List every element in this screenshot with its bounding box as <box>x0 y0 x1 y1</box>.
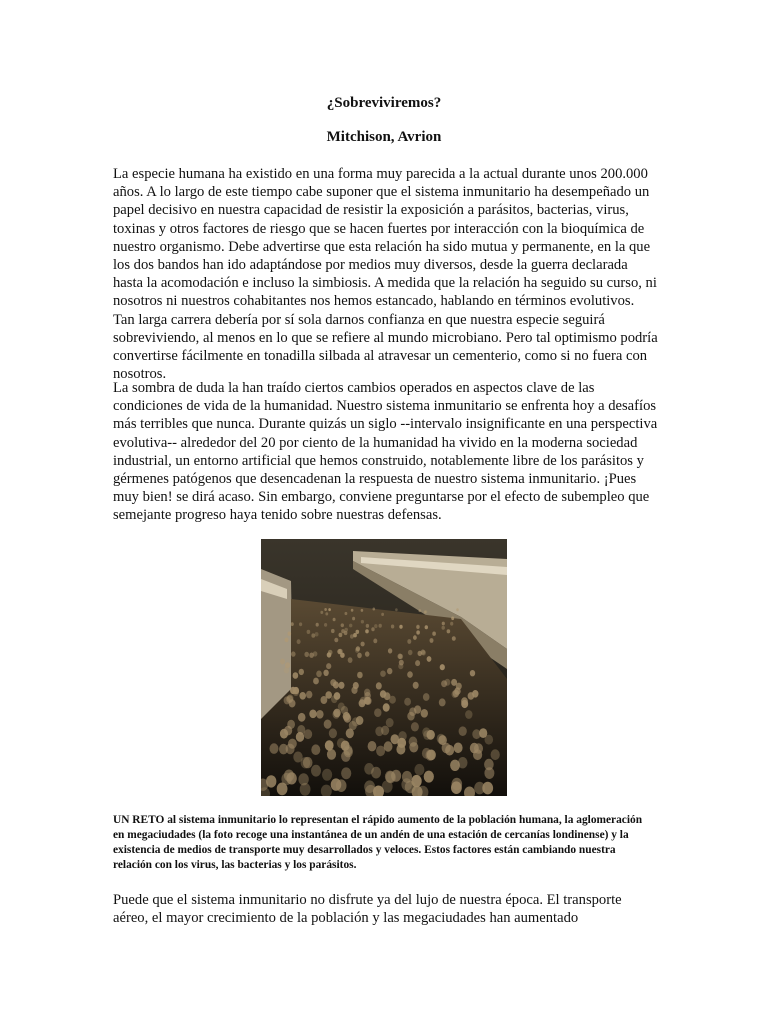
crowd-head <box>468 692 475 700</box>
paragraph-1: La especie humana ha existido en una forma muy parecida a la actual durante unos 200.000 años. A lo largo de este tiempo cabe suponer que el sistema inmunitario ha desempeñado un papel decisivo en nuestra capacidad de resistir la exposición a parásitos, bacterias, virus, toxinas y otros factores de riesgo que se hacen fuertes por interacción con la bioquímica de nuestro organismo. Debe advertirse que esta relación ha sido mutua y permanente, en la que los dos bandos han ido adaptándose por medios muy diversos, desde la guerra declarada hasta la acomodación e incluso la simbiosis. A medida que la relación ha seguido su curso, ni nosotros ni nuestros cohabitantes nos hemos estancado, hablando en términos evolutivos. Tan larga carrera debería por sí sola darnos confianza en que nuestra especie seguirá sobreviviendo, al menos en lo que se refiere al mundo microbiano. Pero tal optimismo podría convertirse fácilmente en tonadilla silbada al atravesar un cementerio, como si no fuera con nosotros. <box>113 166 658 383</box>
crowd-head <box>442 626 445 630</box>
crowd-head <box>280 729 288 739</box>
crowd-head <box>277 783 288 796</box>
crowd-head <box>388 648 392 653</box>
paragraph-2: La sombra de duda la han traído ciertos cambios operados en aspectos clave de las condiciones de vida de la humanidad. Nuestro sistema inmunitario se enfrenta hoy a desafíos más terribles que nunca. Durante quizás un siglo --intervalo insignificante en una perspectiva evolutiva-- alrededor del 20 por ciento de la humanidad ha vivido en la moderna sociedad industrial, un entorno artificial que hemos construido, notablemente libre de los parásitos y gérmenes patógenos que desencadenan la respuesta de nuestro sistema inmunitario. ¡Pues muy bien! se dirá acaso. Sin embargo, conviene preguntarse por el efecto de subempleo que semejante progreso haya tenido sobre nuestras defensas. <box>113 380 658 524</box>
crowd-head <box>371 627 374 631</box>
crowd-head <box>291 651 296 656</box>
crowd-head <box>316 623 319 627</box>
crowd-head <box>324 720 332 729</box>
crowd-head <box>411 722 419 731</box>
crowd-head <box>413 635 417 640</box>
crowd-head <box>452 636 456 641</box>
crowd-head <box>299 669 304 675</box>
crowd-head <box>459 726 467 736</box>
crowd-head <box>411 775 421 787</box>
crowd-head <box>297 639 301 644</box>
crowd-head <box>328 650 333 655</box>
crowd-head <box>330 679 336 686</box>
crowd-head <box>461 700 468 708</box>
crowd-head <box>484 759 494 770</box>
crowd-head <box>421 709 428 718</box>
crowd-head <box>353 682 359 689</box>
crowd-head <box>280 659 285 665</box>
crowd-head <box>304 729 312 739</box>
crowd-head <box>409 737 418 747</box>
crowd-head <box>368 741 377 751</box>
crowd-head <box>311 765 321 777</box>
crowd-head <box>391 734 400 744</box>
crowd-station-photo <box>261 539 507 796</box>
crowd-head <box>391 770 401 782</box>
crowd-head <box>365 629 369 633</box>
crowd-head <box>373 639 377 644</box>
crowd-head <box>322 769 332 781</box>
crowd-head <box>341 623 344 627</box>
crowd-head <box>407 712 414 721</box>
paragraph-3: Puede que el sistema inmunitario no disfrute ya del lujo de nuestra época. El transporte aéreo, el mayor crecimiento de la población y las megaciudades han aumentado <box>113 892 622 927</box>
crowd-head <box>485 735 494 745</box>
crowd-head <box>309 710 316 719</box>
crowd-head <box>384 692 391 700</box>
crowd-head <box>325 691 332 699</box>
crowd-head <box>430 638 434 643</box>
crowd-head <box>427 750 436 761</box>
crowd-head <box>266 775 276 787</box>
crowd-head <box>407 671 413 678</box>
crowd-head <box>348 657 353 663</box>
crowd-head <box>380 671 386 677</box>
crowd-head <box>327 749 336 760</box>
crowd-head <box>391 625 394 629</box>
crowd-head <box>416 630 420 634</box>
crowd-head <box>396 744 405 755</box>
crowd-head <box>374 708 381 717</box>
crowd-head <box>418 651 423 656</box>
crowd-head <box>339 682 345 689</box>
crowd-head <box>452 690 458 698</box>
crowd-head <box>364 692 371 700</box>
crowd-head <box>414 705 421 713</box>
crowd-head <box>366 624 369 628</box>
crowd-head <box>373 608 376 611</box>
crowd-head <box>331 629 335 633</box>
crowd-head <box>415 660 420 666</box>
crowd-head <box>401 778 412 790</box>
crowd-head <box>399 625 402 629</box>
crowd-head <box>291 622 294 626</box>
crowd-head <box>311 744 320 755</box>
crowd-head <box>313 678 319 685</box>
crowd-head <box>316 710 323 719</box>
crowd-head <box>284 667 289 673</box>
crowd-head <box>451 781 462 794</box>
crowd-head <box>341 629 345 633</box>
crowd-head <box>309 653 314 658</box>
crowd-head <box>416 625 419 629</box>
crowd-head <box>298 713 306 722</box>
crowd-head <box>293 752 302 763</box>
crowd-head <box>414 764 424 776</box>
crowd-head <box>311 633 315 637</box>
crowd-head <box>340 653 345 658</box>
crowd-head <box>470 743 479 754</box>
crowd-head <box>450 760 460 771</box>
crowd-head <box>451 679 457 686</box>
crowd-head <box>293 672 299 679</box>
crowd-head <box>300 783 311 796</box>
crowd-head <box>304 652 309 657</box>
crowd-head <box>287 694 294 702</box>
crowd-head <box>427 730 435 740</box>
crowd-head <box>442 622 445 626</box>
crowd-head <box>419 609 422 612</box>
crowd-head <box>287 720 295 729</box>
crowd-head <box>331 695 338 703</box>
crowd-head <box>454 743 463 754</box>
crowd-head <box>329 728 337 738</box>
crowd-head <box>386 718 394 727</box>
crowd-head <box>306 691 312 699</box>
crowd-head <box>285 638 289 643</box>
crowd-head <box>326 663 331 669</box>
crowd-head <box>333 710 340 719</box>
crowd-head <box>413 682 419 689</box>
crowd-head <box>451 617 454 621</box>
crowd-head <box>432 632 436 636</box>
crowd-head <box>359 699 366 707</box>
crowd-head <box>447 629 451 633</box>
crowd-head <box>472 729 480 739</box>
crowd-head <box>320 611 323 614</box>
crowd-head <box>361 620 364 624</box>
crowd-head <box>341 767 351 779</box>
crowd-head <box>445 745 454 756</box>
crowd-head <box>381 726 389 736</box>
crowd-head <box>303 757 313 768</box>
crowd-head <box>395 608 398 611</box>
crowd-head <box>316 671 322 678</box>
crowd-head <box>456 608 459 611</box>
crowd-head <box>361 609 364 612</box>
crowd-head <box>474 782 485 795</box>
crowd-head <box>376 682 382 689</box>
crowd-head <box>357 653 362 659</box>
crowd-head <box>387 668 392 674</box>
crowd-head <box>343 712 350 721</box>
crowd-head <box>404 698 411 706</box>
crowd-head <box>351 609 354 612</box>
crowd-head <box>427 656 432 662</box>
crowd-head <box>324 623 327 627</box>
crowd-head <box>408 650 413 655</box>
crowd-head <box>339 633 343 637</box>
crowd-head <box>425 610 428 613</box>
crowd-head <box>345 612 348 615</box>
crowd-head <box>349 624 352 628</box>
crowd-head <box>299 692 306 700</box>
article-author: Mitchison, Avrion <box>326 129 442 145</box>
crowd-head <box>328 608 331 611</box>
crowd-head <box>438 735 447 745</box>
crowd-head <box>299 622 302 626</box>
crowd-head <box>364 763 374 775</box>
crowd-head <box>424 771 434 783</box>
crowd-head <box>450 622 453 626</box>
crowd-head <box>334 638 338 643</box>
crowd-head <box>323 670 328 676</box>
crowd-head <box>381 613 384 616</box>
crowd-head <box>425 625 428 629</box>
crowd-head <box>470 670 475 676</box>
crowd-head <box>325 612 328 615</box>
crowd-head <box>365 651 370 656</box>
crowd-head <box>270 743 279 754</box>
crowd-head <box>344 745 353 756</box>
crowd-head <box>439 698 446 706</box>
crowd-head <box>361 642 365 647</box>
crowd-head <box>324 608 327 611</box>
article-title: ¿Sobreviviremos? <box>326 95 442 111</box>
crowd-head <box>376 746 385 757</box>
crowd-head <box>346 728 354 738</box>
crowd-head <box>398 654 403 660</box>
crowd-head <box>383 703 390 711</box>
crowd-head <box>331 778 342 790</box>
crowd-head <box>355 648 359 653</box>
crowd-head <box>290 687 296 694</box>
crowd-head <box>407 639 411 644</box>
photo-illustration <box>261 539 507 796</box>
crowd-head <box>399 660 404 666</box>
crowd-head <box>374 624 377 628</box>
crowd-head <box>288 632 292 636</box>
crowd-head <box>357 672 363 679</box>
crowd-head <box>352 617 355 621</box>
crowd-head <box>296 732 304 742</box>
crowd-head <box>350 634 354 638</box>
crowd-head <box>333 618 336 622</box>
crowd-head <box>440 664 445 670</box>
crowd-head <box>286 772 296 784</box>
crowd-head <box>315 632 319 636</box>
photo-caption: UN RETO al sistema inmunitario lo representan el rápido aumento de la población humana, la aglomeración en megaciudades (la foto recoge una instantánea de un andén de una estación de cercanías londinense) y la existencia de medios de transporte muy desarrollados y veloces. Estos factores están cambiando nuestra relación con los virus, las bacterias y los parásitos. <box>113 814 643 871</box>
crowd-head <box>337 738 346 748</box>
crowd-head <box>307 630 311 634</box>
crowd-head <box>441 680 447 687</box>
crowd-head <box>491 749 500 760</box>
crowd-head <box>325 740 334 750</box>
crowd-head <box>286 744 295 755</box>
crowd-head <box>379 624 382 628</box>
crowd-head <box>465 710 472 719</box>
crowd-head <box>398 731 406 741</box>
crowd-head <box>423 693 430 701</box>
